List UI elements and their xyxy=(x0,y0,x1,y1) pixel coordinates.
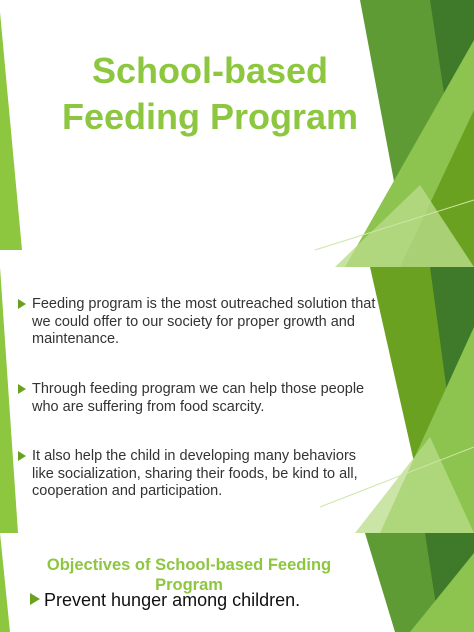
objectives-slide xyxy=(0,533,474,632)
slide-title: School-based Feeding Program xyxy=(61,50,359,137)
objective-bullet-text: Prevent hunger among children. xyxy=(44,590,301,610)
triangle-bullet-icon xyxy=(18,299,26,309)
left-accent-shape xyxy=(0,12,22,250)
triangle-bullet-icon xyxy=(30,593,40,605)
bullet-item xyxy=(18,381,378,416)
objectives-title: Objectives of School-based Feeding Program xyxy=(46,556,332,594)
triangle-bullet-icon xyxy=(18,451,26,461)
bullet-text: Through feeding program we can help those people who are suffering from food scarcity. xyxy=(32,381,365,415)
left-accent-shape xyxy=(0,267,18,533)
bullet-text: Feeding program is the most outreached solution that we could offer to our society for proper growth and maintenance. xyxy=(32,296,376,347)
bullet-item xyxy=(18,296,378,349)
bullet-text: It also help the child in developing many behaviors like socialization, sharing their foods, be kind to all, cooperation and participation. xyxy=(32,448,358,499)
left-accent-shape xyxy=(0,533,10,632)
bullet-item xyxy=(18,448,378,501)
content-slide xyxy=(0,267,474,533)
title-slide xyxy=(0,0,474,267)
triangle-bullet-icon xyxy=(18,384,26,394)
objective-bullet xyxy=(30,589,300,611)
